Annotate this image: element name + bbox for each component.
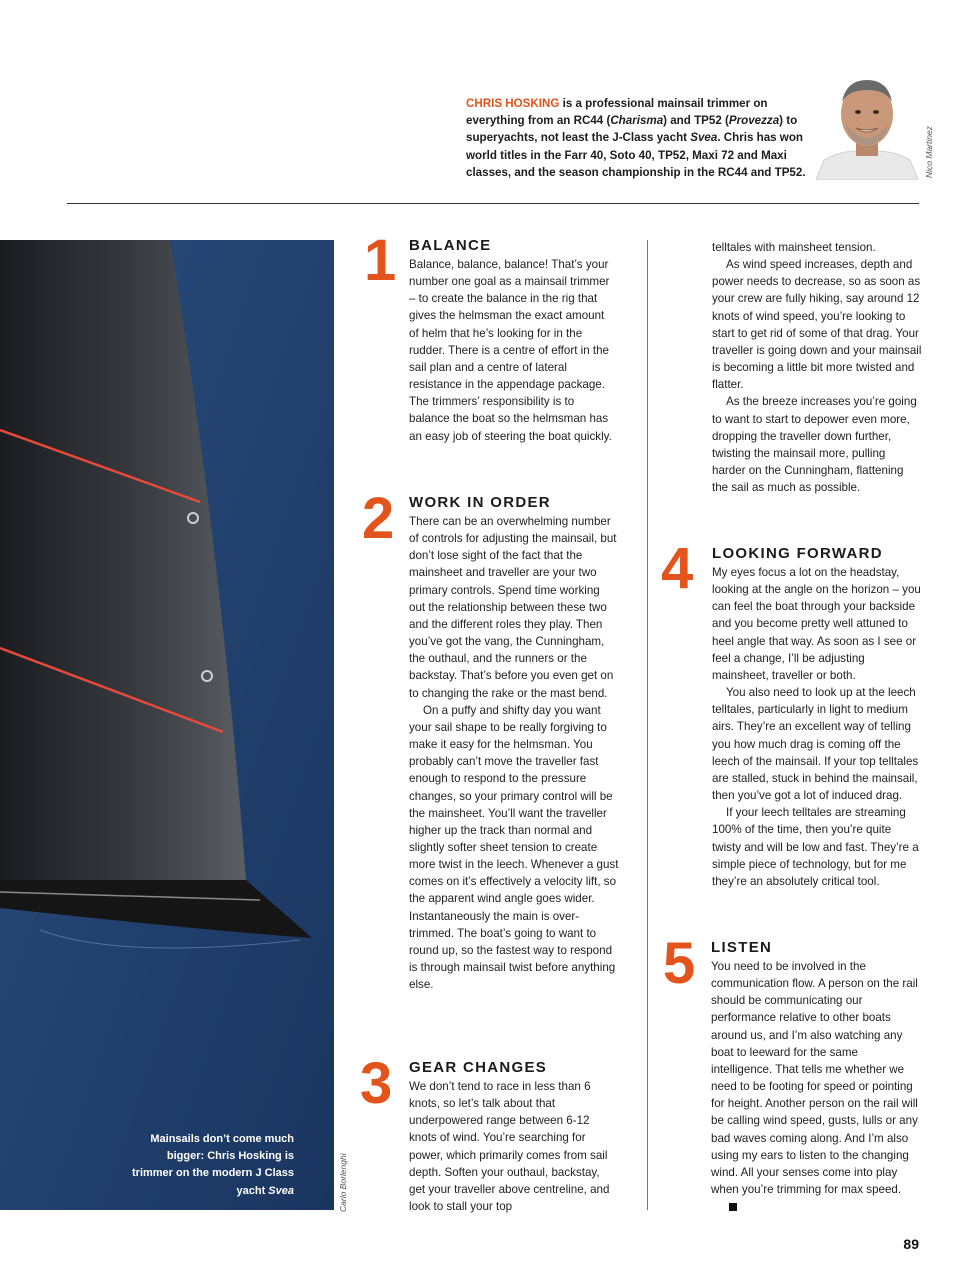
section-title: GEAR CHANGES — [409, 1059, 548, 1076]
section-title: BALANCE — [409, 237, 492, 254]
section-title: LOOKING FORWARD — [712, 545, 883, 562]
section-number: 5 — [663, 931, 696, 996]
section-body: Balance, balance, balance! That’s your number one goal as a mainsail trimmer – to create the balance in the rig that gives the helmsman the exact amount of helm that he’s looking for in the rudder. There is a centre of effort in the sail plan and a centre of lateral resistance in the appendage package. The trimmers’ responsibility is to balance the boat so the helmsman has an easy job of steering the boat quickly. — [409, 258, 612, 443]
section-body: There can be an overwhelming number of controls for adjusting the mainsail, but don’t lose sight of the fact that the mainsheet and traveller are your two primary controls. Spend time working out the relationship between these two and the different roles they play. Then you’ve got the vang, the Cunningham, the outhaul, and the runners or the backstay. That’s before you even get on to changing the rake or the mast bend. On a puffy and shifty day you want your sail shape to be really forgiving to make it easy for the helmsman. You probably can’t move the traveller fast enough to respond to the pressure changes, so your primary control will be the mainsheet. You’ll want the traveller higher up the track than normal and slightly softer sheet tension to create more twist in the leech. Whenever a gust comes on it’s effectively a velocity lift, so the apparent wind angle goes wider. Instantaneously the main is over-trimmed. The boat’s going to want to round up, so the fastest way to respond is through mainsail twist before anything else. — [409, 515, 619, 992]
column-divider — [647, 240, 648, 1210]
section-number: 2 — [362, 486, 395, 551]
section-title: LISTEN — [711, 939, 773, 956]
section-title: WORK IN ORDER — [409, 494, 551, 511]
section-body: We don’t tend to race in less than 6 knots, so let’s talk about that underpowered range between 6-12 knots of wind. You’re searching for power, which primarily comes from sail depth. Soften your outhaul, backstay, get your traveller above centreline, and look to stall your top — [409, 1080, 610, 1214]
portrait-credit: Nico Martinez — [924, 126, 934, 178]
photo-credit: Carlo Borlenghi — [338, 1153, 348, 1212]
section-number: 1 — [364, 228, 397, 293]
page-number: 89 — [903, 1236, 919, 1252]
section-body: You need to be involved in the communication flow. A person on the rail should be communicating our performance relative to other boats around us, and I’m also watching any boat to leeward for the same intelligence. That tells me whether we need to be footing for speed or pointing for height. Another person on the rail will be calling wind speed, gusts, lulls or any bad waves coming along. And I’m also using my ears to listen to the changing wind. All your senses come into play when you’re trimming for max speed. — [711, 958, 919, 1215]
header-rule — [67, 203, 919, 204]
section-body: My eyes focus a lot on the headstay, looking at the angle on the horizon – you can feel the boat through your backside and you become pretty well attuned to heel angle that way. As soon as I see or feel a change, I’ll be adjusting mainsheet, traveller or both. You also need to look up at the leech telltales, particularly in light to medium airs. They’re an excellent way of telling you how much drag is coming off the leech of the mainsail. If your top telltales are stalled, stuck in behind the mainsail, then you’ve got a lot of induced drag. If your leech telltales are streaming 100% of the time, then you’re quite twisty and will be low and fast. They’re a simple piece of technology, but for me they’re an absolutely critical tool. — [712, 566, 921, 888]
sailing-photo — [0, 240, 334, 1210]
section-number: 4 — [661, 536, 694, 601]
end-mark-icon — [729, 1203, 737, 1211]
photo-caption: Mainsails don’t come much bigger: Chris Hosking is trimmer on the modern J Class yacht Svea — [132, 1133, 294, 1197]
author-portrait — [816, 72, 918, 180]
author-bio: CHRIS HOSKING is a professional mainsail trimmer on everything from an RC44 (Charisma) and TP52 (Provezza) to superyachts, not least the J-Class yacht Svea. Chris has won world titles in the Farr 40, Soto 40, TP52, Maxi 72 and Maxi classes, and the season championship in the RC44 and TP52. — [466, 97, 806, 179]
author-name: CHRIS HOSKING — [466, 97, 560, 110]
section-continuation: telltales with mainsheet tension. As wind speed increases, depth and power needs to decrease, so as soon as your crew are fully hiking, say around 12 knots of wind speed, you’re looking to start to get rid of some of that drag. Your traveller is going down and your mainsail is becoming a little bit more twisted and flatter. As the breeze increases you’re going to want to start to depower even more, dropping the traveller down further, twisting the mainsail more, pulling harder on the Cunningham, flattening the sail as much as possible. — [712, 241, 922, 495]
section-number: 3 — [360, 1051, 393, 1116]
